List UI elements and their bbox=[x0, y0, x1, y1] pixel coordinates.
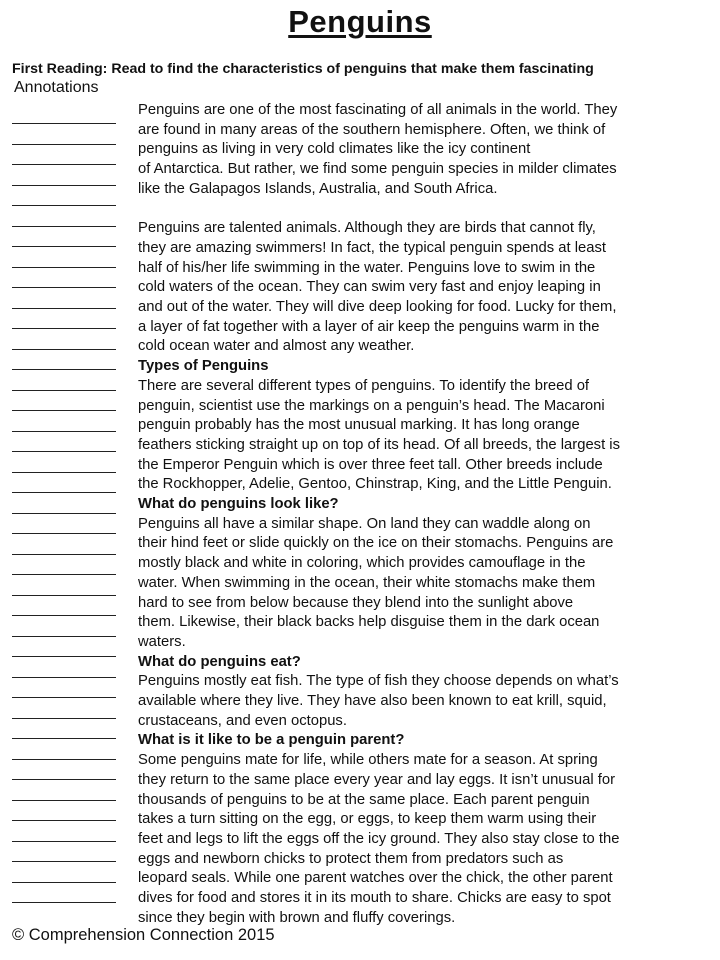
annotation-blank-line[interactable] bbox=[12, 471, 116, 473]
annotation-blank-line[interactable] bbox=[12, 778, 116, 780]
section-heading: What do penguins look like? bbox=[138, 496, 339, 512]
body-text-line: are found in many areas of the southern hemisphere. Often, we think of bbox=[138, 121, 606, 138]
body-text-line: Penguins are talented animals. Although they are birds that cannot fly, bbox=[138, 220, 596, 237]
annotation-blank-line[interactable] bbox=[12, 696, 116, 698]
copyright-footer: © Comprehension Connection 2015 bbox=[12, 926, 275, 944]
annotation-blank-line[interactable] bbox=[12, 245, 116, 247]
annotation-blank-line[interactable] bbox=[12, 143, 116, 145]
annotation-blank-line[interactable] bbox=[12, 163, 116, 165]
annotation-blank-line[interactable] bbox=[12, 266, 116, 268]
body-text-line: them. Likewise, their black backs help disguise them in the dark ocean bbox=[138, 614, 600, 631]
body-text-line: of Antarctica. But rather, we find some penguin species in milder climates bbox=[138, 161, 617, 178]
annotation-blank-line[interactable] bbox=[12, 327, 116, 329]
page-title: Penguins bbox=[288, 4, 432, 39]
annotation-blank-line[interactable] bbox=[12, 676, 116, 678]
annotation-blank-line[interactable] bbox=[12, 491, 116, 493]
body-text-line: the Emperor Penguin which is over three feet tall. Other breeds include bbox=[138, 456, 603, 473]
body-text-line: feathers sticking straight up on top of its head. Of all breeds, the largest is bbox=[138, 436, 620, 453]
body-text-line: the Rockhopper, Adelie, Gentoo, Chinstrap, King, and the Little Penguin. bbox=[138, 476, 612, 493]
body-text-line: available where they live. They have also been known to eat krill, squid, bbox=[138, 693, 607, 709]
body-text-line: waters. bbox=[138, 633, 186, 650]
body-text-line: dives for food and stores it in its mouth to share. Chicks are easy to spot bbox=[138, 890, 611, 906]
annotation-blank-line[interactable] bbox=[12, 717, 116, 719]
annotation-blank-line[interactable] bbox=[12, 799, 116, 801]
annotation-blank-line[interactable] bbox=[12, 389, 116, 391]
body-text-line: a layer of fat together with a layer of air keep the penguins warm in the bbox=[138, 318, 600, 335]
section-heading: Types of Penguins bbox=[138, 358, 269, 375]
body-text-line: eggs and newborn chicks to protect them from predators such as bbox=[138, 850, 564, 867]
body-text-line: penguin probably has the most unusual marking. It has long orange bbox=[138, 417, 580, 434]
annotation-blank-line[interactable] bbox=[12, 840, 116, 842]
annotation-blank-line[interactable] bbox=[12, 553, 116, 555]
annotation-blank-line[interactable] bbox=[12, 860, 116, 862]
body-text-line: leopard seals. While one parent watches over the chick, the other parent bbox=[138, 870, 613, 887]
annotation-blank-line[interactable] bbox=[12, 758, 116, 760]
annotation-blank-line[interactable] bbox=[12, 204, 116, 206]
annotation-blank-line[interactable] bbox=[12, 348, 116, 350]
annotation-blank-line[interactable] bbox=[12, 430, 116, 432]
body-text-line: feet and legs to lift the eggs off the icy ground. They also stay close to the bbox=[138, 830, 620, 847]
body-text-line: cold waters of the ocean. They can swim very fast and enjoy leaping in bbox=[138, 279, 601, 296]
annotation-blank-line[interactable] bbox=[12, 286, 116, 288]
body-text-line: Penguins are one of the most fascinating of all animals in the world. They bbox=[138, 102, 618, 118]
annotation-blank-line[interactable] bbox=[12, 655, 116, 657]
section-heading: What is it like to be a penguin parent? bbox=[138, 732, 405, 749]
body-text-line: they are amazing swimmers! In fact, the typical penguin spends at least bbox=[138, 239, 606, 256]
annotation-blank-line[interactable] bbox=[12, 450, 116, 452]
annotation-blank-line[interactable] bbox=[12, 594, 116, 596]
annotation-blank-line[interactable] bbox=[12, 614, 116, 616]
body-text-line: cold ocean water and almost any weather. bbox=[138, 338, 415, 355]
body-text-line: penguins as living in very cold climates like the icy continent bbox=[138, 141, 531, 158]
body-text-line: thousands of penguins to be at the same place. Each parent penguin bbox=[138, 791, 590, 808]
annotation-blank-line[interactable] bbox=[12, 819, 116, 821]
body-text-line: they return to the same place every year and lay eggs. It isn’t unusual for bbox=[138, 771, 616, 788]
annotation-blank-line[interactable] bbox=[12, 307, 116, 309]
annotation-blank-line[interactable] bbox=[12, 635, 116, 637]
annotation-blank-line[interactable] bbox=[12, 737, 116, 739]
annotations-label: Annotations bbox=[14, 79, 99, 96]
annotation-blank-line[interactable] bbox=[12, 881, 116, 883]
body-text-line: Penguins all have a similar shape. On land they can waddle along on bbox=[138, 515, 591, 532]
annotation-blank-line[interactable] bbox=[12, 901, 116, 903]
body-text-line: hard to see from below because they blend into the sunlight above bbox=[138, 594, 574, 611]
body-text-line: penguin, scientist use the markings on a penguin’s head. The Macaroni bbox=[138, 397, 605, 414]
annotation-blank-line[interactable] bbox=[12, 573, 116, 575]
body-text-line: mostly black and white in coloring, which provides camouflage in the bbox=[138, 555, 586, 572]
annotation-blank-line[interactable] bbox=[12, 512, 116, 514]
body-text-line: like the Galapagos Islands, Australia, and South Africa. bbox=[138, 180, 498, 197]
body-text-line: Some penguins mate for life, while others mate for a season. At spring bbox=[138, 752, 598, 769]
reading-instruction: First Reading: Read to find the characteristics of penguins that make them fascinating bbox=[12, 61, 594, 77]
annotation-blank-line[interactable] bbox=[12, 225, 116, 227]
annotation-blank-line[interactable] bbox=[12, 409, 116, 411]
body-text-line: and out of the water. They will dive deep looking for food. Lucky for them, bbox=[138, 299, 617, 315]
body-text-line: since they begin with brown and fluffy coverings. bbox=[138, 909, 456, 926]
body-text-line: takes a turn sitting on the egg, or eggs, to keep them warm using their bbox=[138, 811, 597, 828]
body-text-line: crustaceans, and even octopus. bbox=[138, 712, 347, 729]
body-text-line: Penguins mostly eat fish. The type of fish they choose depends on what’s bbox=[138, 673, 619, 690]
section-heading: What do penguins eat? bbox=[138, 653, 301, 670]
body-text-line: their hind feet or slide quickly on the ice on their stomachs. Penguins are bbox=[138, 535, 614, 552]
annotation-blank-line[interactable] bbox=[12, 368, 116, 370]
annotation-blank-line[interactable] bbox=[12, 532, 116, 534]
body-text-line: water. When swimming in the ocean, their white stomachs make them bbox=[138, 574, 596, 591]
annotation-blank-line[interactable] bbox=[12, 184, 116, 186]
body-text-line: half of his/her life swimming in the water. Penguins love to swim in the bbox=[138, 259, 596, 276]
body-text-line: There are several different types of penguins. To identify the breed of bbox=[138, 377, 590, 394]
annotation-blank-line[interactable] bbox=[12, 122, 116, 124]
